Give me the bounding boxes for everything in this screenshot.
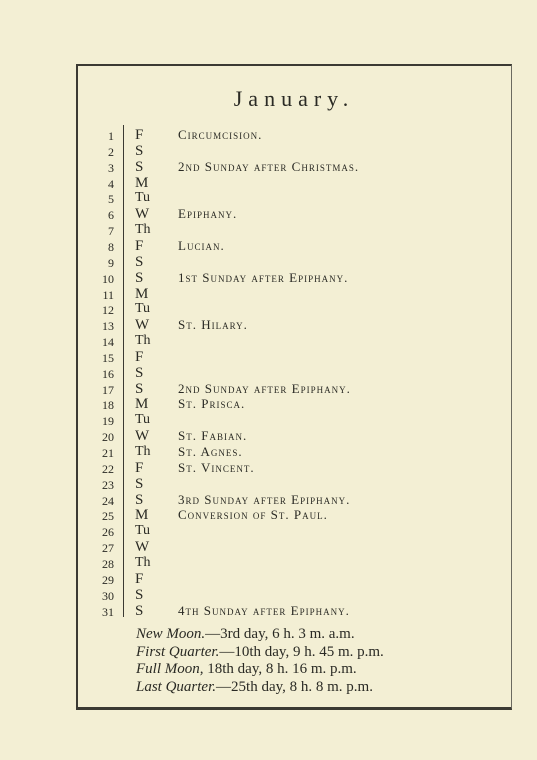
day-number: 11 [102, 287, 114, 302]
day-number: 31 [102, 604, 114, 619]
day-number: 27 [102, 541, 114, 556]
weekday: F [135, 237, 144, 254]
day-number: 16 [102, 366, 114, 381]
weekday: Th [135, 554, 151, 570]
event-label: 1st Sunday after Epiphany. [178, 269, 349, 285]
day-number: 30 [102, 588, 114, 603]
day-number: 2 [108, 144, 114, 159]
weekday: M [135, 396, 149, 413]
weekday: S [135, 602, 144, 619]
day-number: 12 [102, 303, 114, 318]
day-number: 29 [102, 572, 114, 587]
day-number: 8 [108, 239, 114, 254]
weekday: M [135, 285, 149, 302]
moon-phase-time: —25th day, 8 h. 8 m. p.m. [216, 678, 373, 695]
weekday: M [135, 174, 149, 191]
day-number: 9 [108, 255, 114, 270]
event-label: 2nd Sunday after Christmas. [178, 158, 360, 174]
day-number: 10 [102, 271, 114, 286]
moon-phase-line [136, 626, 506, 643]
day-number: 25 [102, 509, 114, 524]
weekday: Th [135, 222, 151, 238]
day-number: 24 [102, 493, 114, 508]
event-label: Circumcision. [178, 127, 263, 142]
column-divider [123, 125, 124, 617]
moon-phase-line [136, 661, 506, 678]
day-number: 4 [108, 176, 114, 191]
moon-phase-line [136, 644, 506, 661]
weekday: W [135, 206, 150, 223]
event-label: Lucian. [178, 237, 225, 253]
event-label: 3rd Sunday after Epiphany. [178, 491, 351, 507]
weekday: W [135, 539, 150, 556]
weekday: M [135, 507, 149, 524]
weekday: Tu [135, 412, 151, 428]
month-title: January. [233, 86, 355, 111]
weekday: Tu [135, 523, 151, 539]
weekday: S [135, 269, 144, 286]
moon-phase-name: Last Quarter. [136, 678, 217, 695]
moon-phase-time: —3rd day, 6 h. 3 m. a.m. [205, 626, 355, 642]
event-label: 2nd Sunday after Epiphany. [178, 380, 351, 396]
weekday: Tu [135, 190, 151, 206]
moon-phase-time: 18th day, 8 h. 16 m. p.m. [203, 661, 357, 677]
day-number: 15 [102, 350, 114, 365]
weekday: S [135, 253, 144, 270]
weekday: S [135, 364, 144, 381]
day-number: 5 [108, 192, 114, 207]
day-number: 17 [102, 382, 114, 397]
day-number: 14 [102, 335, 114, 350]
day-number: 28 [102, 556, 114, 571]
day-number: 7 [108, 224, 114, 239]
moon-phase-name: First Quarter. [136, 643, 220, 660]
weekday: S [135, 475, 144, 492]
day-number: 13 [102, 319, 114, 334]
moon-phase-name: Full Moon, [136, 661, 204, 677]
weekday: W [135, 428, 150, 445]
weekday: S [135, 491, 144, 508]
day-number: 21 [102, 446, 114, 460]
day-number: 20 [102, 430, 114, 445]
weekday: S [135, 586, 144, 603]
weekday: W [135, 317, 150, 334]
event-label: St. Agnes. [178, 444, 243, 459]
weekday: S [135, 142, 144, 159]
moon-phase-line [136, 679, 506, 696]
weekday: Th [135, 333, 151, 349]
event-label: St. Hilary. [178, 317, 248, 333]
day-number: 19 [102, 414, 114, 429]
weekday: F [135, 127, 144, 143]
weekday: S [135, 380, 144, 397]
weekday: Tu [135, 301, 151, 317]
day-number: 23 [102, 477, 114, 492]
day-number: 22 [102, 461, 114, 476]
day-number: 1 [108, 129, 114, 143]
event-label: St. Fabian. [178, 428, 248, 444]
day-number: 6 [108, 208, 114, 223]
weekday: F [135, 459, 144, 476]
event-label: Epiphany. [178, 206, 238, 222]
moon-phase-time: —10th day, 9 h. 45 m. p.m. [219, 643, 384, 660]
weekday: S [135, 158, 144, 175]
event-label: St. Prisca. [178, 396, 246, 412]
moon-phase-name: New Moon. [136, 626, 206, 642]
day-number: 3 [108, 160, 114, 175]
day-number: 18 [102, 398, 114, 413]
weekday: F [135, 348, 144, 365]
event-label: Conversion of St. Paul. [178, 507, 328, 523]
event-label: 4th Sunday after Epiphany. [178, 602, 350, 618]
event-label: St. Vincent. [178, 459, 255, 475]
weekday: Th [135, 444, 151, 459]
weekday: F [135, 570, 144, 587]
day-number: 26 [102, 525, 114, 540]
